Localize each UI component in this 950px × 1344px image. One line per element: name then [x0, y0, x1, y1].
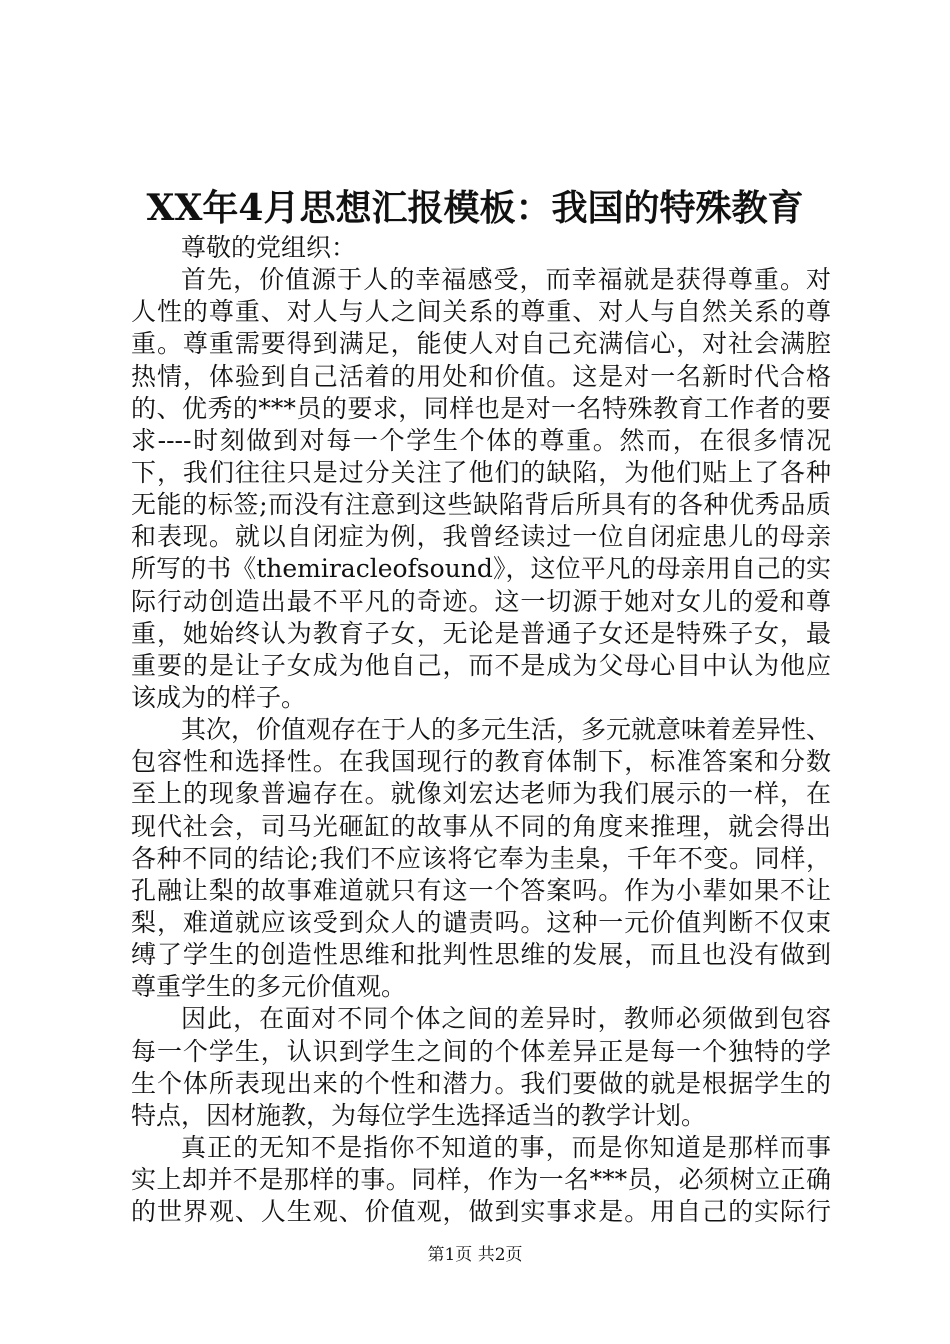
paragraph-line: 热情，体验到自己活着的用处和价值。这是对一名新时代合格	[131, 361, 831, 391]
paragraph-line: 下，我们往往只是过分关注了他们的缺陷，为他们贴上了各种	[131, 457, 831, 487]
paragraph-line: 缚了学生的创造性思维和批判性思维的发展，而且也没有做到	[131, 940, 831, 970]
paragraph-line: 每一个学生，认识到学生之间的个体差异正是每一个独特的学	[131, 1036, 831, 1066]
paragraph-line: 孔融让梨的故事难道就只有这一个答案吗。作为小辈如果不让	[131, 875, 831, 905]
paragraph-line: 所写的书《themiracleofsound》，这位平凡的母亲用自己的实	[131, 554, 831, 584]
paragraph-line: 重，她始终认为教育子女，无论是普通子女还是特殊子女，最	[131, 618, 831, 648]
paragraph-line: 和表现。就以自闭症为例，我曾经读过一位自闭症患儿的母亲	[131, 522, 831, 552]
paragraph-line: 求----时刻做到对每一个学生个体的尊重。然而，在很多情况	[131, 425, 831, 455]
paragraph-line: 该成为的样子。	[131, 682, 307, 712]
paragraph-line: 现代社会，司马光砸缸的故事从不同的角度来推理，就会得出	[131, 811, 831, 841]
paragraph-line: 各种不同的结论;我们不应该将它奉为圭臬，千年不变。同样，	[131, 843, 831, 873]
paragraph-line: 至上的现象普遍存在。就像刘宏达老师为我们展示的一样，在	[131, 779, 831, 809]
paragraph-line: 因此，在面对不同个体之间的差异时，教师必须做到包容	[181, 1004, 831, 1034]
paragraph-line: 梨，难道就应该受到众人的谴责吗。这种一元价值判断不仅束	[131, 907, 831, 937]
paragraph-line: 尊重学生的多元价值观。	[131, 972, 407, 1002]
paragraph-line: 实上却并不是那样的事。同样，作为一名***员，必须树立正确	[131, 1165, 831, 1195]
paragraph-line: 生个体所表现出来的个性和潜力。我们要做的就是根据学生的	[131, 1068, 831, 1098]
paragraph-line: 的世界观、人生观、价值观，做到实事求是。用自己的实际行	[131, 1197, 831, 1227]
paragraph-line: 首先，价值源于人的幸福感受，而幸福就是获得尊重。对	[181, 265, 831, 295]
paragraph-line: 其次，价值观存在于人的多元生活，多元就意味着差异性、	[181, 715, 832, 745]
paragraph-line: 特点，因材施教，为每位学生选择适当的教学计划。	[131, 1100, 707, 1130]
paragraph-line: 人性的尊重、对人与人之间关系的尊重、对人与自然关系的尊	[131, 297, 831, 327]
paragraph-line: 重要的是让子女成为他自己，而不是成为父母心目中认为他应	[131, 650, 831, 680]
page-number-footer: 第1页 共2页	[427, 1245, 523, 1265]
paragraph-line: 的、优秀的***员的要求，同样也是对一名特殊教育工作者的要	[131, 393, 831, 423]
paragraph-line: 真正的无知不是指你不知道的事，而是你知道是那样而事	[181, 1132, 831, 1162]
paragraph-line: 重。尊重需要得到满足，能使人对自己充满信心，对社会满腔	[131, 329, 831, 359]
document-body	[131, 232, 831, 1228]
document-title: XX年4月思想汇报模板：我国的特殊教育	[146, 187, 804, 229]
paragraph-line: 际行动创造出最不平凡的奇迹。这一切源于她对女儿的爱和尊	[131, 586, 831, 616]
paragraph-line: 无能的标签;而没有注意到这些缺陷背后所具有的各种优秀品质	[131, 490, 831, 520]
paragraph-line: 包容性和选择性。在我国现行的教育体制下，标准答案和分数	[131, 747, 831, 777]
salutation: 尊敬的党组织：	[181, 233, 357, 262]
